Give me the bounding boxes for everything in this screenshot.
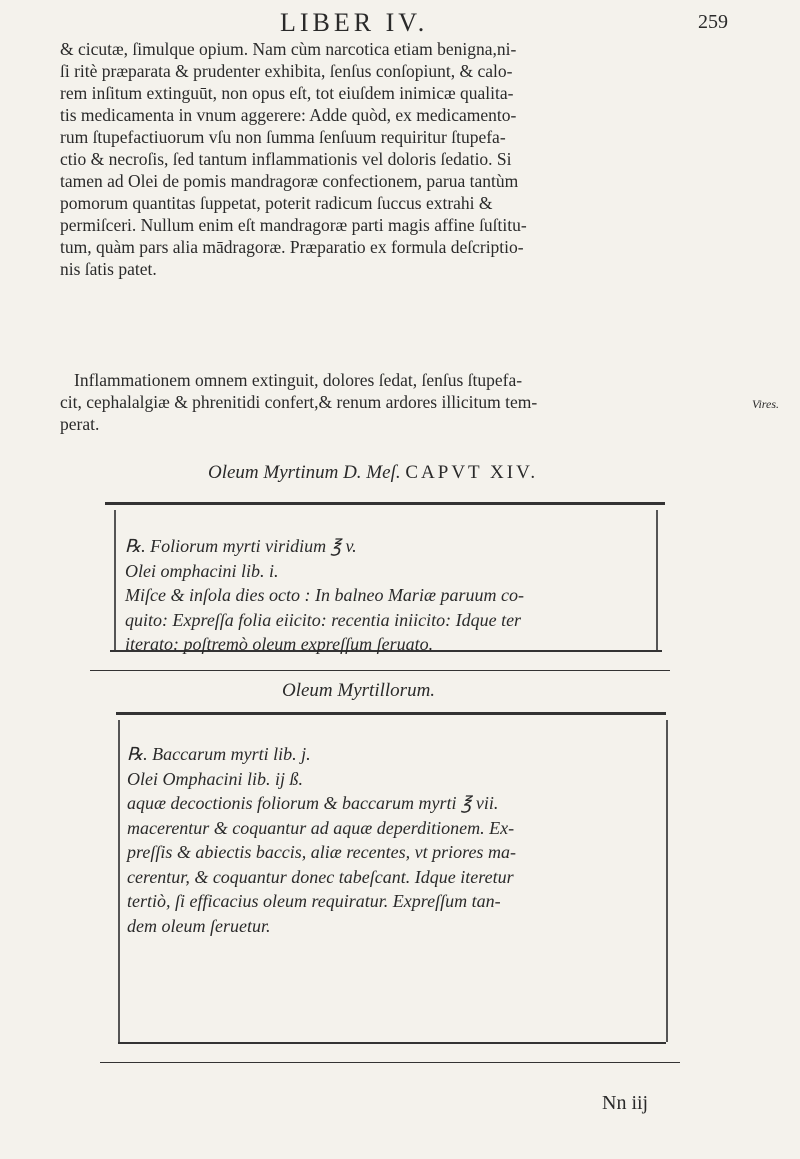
chapter-number: CAPVT XIV. xyxy=(405,462,539,483)
text-line: tis medicamenta in vnum aggerere: Adde quòd, ex medicamento- xyxy=(60,105,517,125)
recipe-line: cerentur, & coquantur donec tabeſcant. Idque iteretur xyxy=(127,866,514,887)
chapter-title: Oleum Myrtinum D. Meſ. xyxy=(208,462,401,483)
recipe-line: macerentur & coquantur ad aquæ deperditionem. Ex- xyxy=(127,817,515,838)
section-heading: Oleum Myrtillorum. xyxy=(282,680,436,701)
signature-mark: Nn iij xyxy=(602,1092,649,1114)
body-paragraph xyxy=(60,38,720,280)
recipe-line: iterato: poſtremò oleum expreſſum ſeruato. xyxy=(125,634,434,654)
running-head: LIBER IV. xyxy=(280,8,429,37)
recipe-myrtillorum xyxy=(127,742,516,938)
page-header xyxy=(0,8,800,38)
text-line: permiſceri. Nullum enim eſt mandragoræ parti magis affine ſuſtitu- xyxy=(60,215,527,235)
recipe-line: Miſce & inſola dies octo : In balneo Mariæ paruum co- xyxy=(125,585,524,605)
recipe-line: aquæ decoctionis foliorum & baccarum myrti ℥ vii. xyxy=(127,793,499,813)
divider xyxy=(118,1042,666,1044)
text-line: ctio & necroſis, ſed tantum inflammationis vel doloris ſedatio. Si xyxy=(60,149,512,169)
text-line: cit, cephalalgiæ & phrenitidi confert,& renum ardores illicitum tem- xyxy=(60,392,538,412)
recipe-line: Olei omphacini lib. i. xyxy=(125,560,279,581)
recipe-line: ℞. Foliorum myrti viridium ℥ v. xyxy=(125,536,357,556)
divider xyxy=(90,670,670,671)
recipe-line: preſſis & abiectis baccis, aliæ recentes, vt priores ma- xyxy=(127,842,516,862)
recipe-line: quito: Expreſſa folia eiicito: recentia iniicito: Idque ter xyxy=(125,609,522,630)
recipe-myrtinum xyxy=(125,534,524,657)
page-number: 259 xyxy=(698,11,728,33)
margin-note: Vires. xyxy=(752,397,779,411)
divider xyxy=(105,502,665,505)
recipe-line: ℞. Baccarum myrti lib. j. xyxy=(127,744,311,764)
recipe-line: tertiò, ſi efficacius oleum requiratur. Expreſſum tan- xyxy=(127,891,501,911)
text-line: rum ſtupefactiuorum vſu non ſumma ſenſuum requiritur ſtupefa- xyxy=(60,127,506,147)
text-line: rem inſitum extinguūt, non opus eſt, tot eiuſdem inimicæ qualita- xyxy=(60,83,514,103)
virtues-paragraph xyxy=(60,369,720,435)
text-line: Inflammationem omnem extinguit, dolores ſedat, ſenſus ſtupefa- xyxy=(74,370,523,390)
text-line: ſi ritè præparata & prudenter exhibita, ſenſus conſopiunt, & calo- xyxy=(60,61,513,81)
divider xyxy=(100,1062,680,1063)
text-line: tamen ad Olei de pomis mandragoræ confectionem, parua tantùm xyxy=(60,171,519,191)
text-line: & cicutæ, ſimulque opium. Nam cùm narcotica etiam benigna,ni- xyxy=(60,39,517,59)
text-line: pomorum quantitas ſuppetat, poterit radicum ſuccus extrahi & xyxy=(60,193,493,213)
chapter-heading xyxy=(208,462,538,484)
recipe-line: dem oleum ſeruetur. xyxy=(127,915,271,936)
text-line: nis ſatis patet. xyxy=(60,259,157,279)
recipe-line: Olei Omphacini lib. ij ß. xyxy=(127,768,303,789)
text-line: perat. xyxy=(60,414,100,434)
text-line: tum, quàm pars alia mādragoræ. Præparatio ex formula deſcriptio- xyxy=(60,237,524,257)
divider xyxy=(116,712,666,715)
